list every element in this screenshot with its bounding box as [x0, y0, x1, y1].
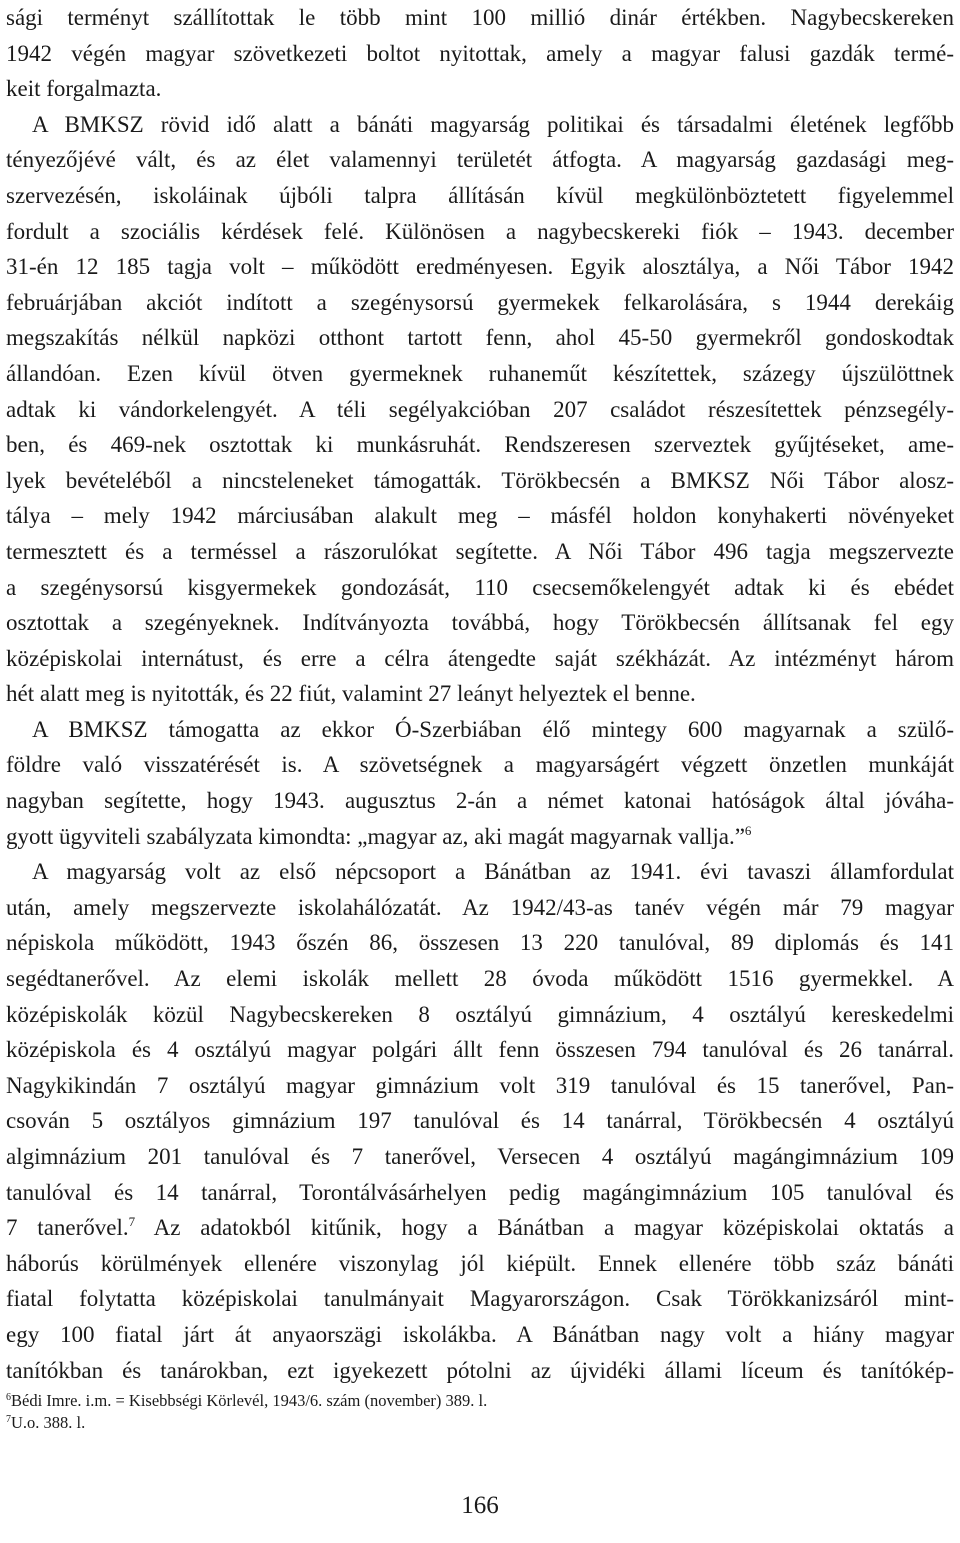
line-text: sági terményt szállítottak le több mint 100 millió dinár értékben. Nagybecskereken: [6, 5, 954, 30]
footnote-reference: 6: [744, 822, 752, 838]
line-text: a szegénysorsú kisgyermekek gondozását, 110 csecsemőkelengyét adtak ki és ebédet: [6, 574, 954, 600]
line-text: A BMKSZ rövid idő alatt a bánáti magyarság politikai és társadalmi életének legfőbb: [32, 111, 954, 137]
text-line: [6, 997, 954, 1033]
line-text: gyott ügyviteli szabályzata kimondta: „magyar az, aki magát magyarnak vallja.”: [6, 823, 745, 849]
text-line: [6, 1281, 954, 1317]
footnote-number: 6: [6, 1392, 11, 1403]
footnote-number: 7: [6, 1414, 11, 1425]
line-text: lyek bevételéből a nincsteleneket támogatták. Törökbecsén a BMKSZ Női Tábor alosz-: [6, 467, 954, 493]
text-line: [6, 747, 954, 783]
footnote: [6, 1412, 954, 1434]
line-text: 7 tanerővel.: [6, 1215, 129, 1241]
line-text: februárjában akciót indított a szegénysorsú gyermekek felkarolására, s 1944 derekáig: [6, 289, 954, 315]
line-text: tanítókban és tanárokban, ezt igyekezett pótolni az újvidéki állami líceum és tanítókép-: [6, 1357, 954, 1383]
text-line: [6, 605, 954, 641]
line-text: csován 5 osztályos gimnázium 197 tanulóval és 14 tanárral, Törökbecsén 4 osztályú: [6, 1108, 954, 1134]
line-text: termesztett és a terméssel a rászorulókat segítette. A Női Tábor 496 tagja megszervezte: [6, 538, 954, 564]
line-text: keit forgalmazta.: [6, 76, 162, 102]
line-text: egy 100 fiatal járt át anyaorszägi iskolákba. A Bánátban nagy volt a hiány magyar: [6, 1321, 954, 1347]
line-text: megszakítás nélkül napközi otthont tartott fenn, ahol 45-50 gyermekről gondoskodtak: [6, 325, 954, 351]
line-text: 31-én 12 185 tagja volt – működött eredményesen. Egyik alosztálya, a Női Tábor 1942: [6, 254, 954, 280]
text-line: [6, 1175, 954, 1211]
line-text: középiskolai internátust, és erre a célra átengedte saját székházát. Az intézményt három: [6, 645, 954, 671]
text-line: [6, 107, 954, 143]
text-line: [6, 1246, 954, 1282]
text-line: [6, 1068, 954, 1104]
text-line: [6, 676, 954, 712]
footnote-text: Bédi Imre. i.m. = Kisebbségi Körlevél, 1943/6. szám (november) 389. l.: [11, 1391, 488, 1410]
text-line: [6, 641, 954, 677]
line-text: adtak ki vándorkelengyét. A téli segélyakcióban 207 családot részesítettek pénzsegély-: [6, 396, 954, 422]
line-text: háborús körülmények ellenére viszonylag jól kiépült. Ennek ellenére több száz bánáti: [6, 1250, 954, 1276]
text-line: [6, 285, 954, 321]
line-text: tényezőjévé vált, és az élet valamennyi területét átfogta. A magyarság gazdasági meg-: [6, 147, 954, 173]
line-text: népiskola működött, 1943 őszén 86, összesen 13 220 tanulóval, 89 diplomás és 141: [6, 930, 954, 956]
line-text: után, amely megszervezte iskolahálózatát. Az 1942/43-as tanév végén már 79 magyar: [6, 894, 954, 920]
text-line: [6, 249, 954, 285]
line-text: középiskolák közül Nagybecskereken 8 osztályú gimnázium, 4 osztályú kereskedelmi: [6, 1001, 954, 1027]
page-number: 166: [461, 1492, 499, 1519]
line-text: földre való visszatérését is. A szövetségnek a magyarságért végzett önzetlen munkáját: [6, 752, 954, 778]
text-line: [6, 1032, 954, 1068]
footnotes: [6, 1390, 954, 1434]
text-line: [6, 392, 954, 428]
line-text: tanulóval és 14 tanárral, Torontálvásárhelyen pedig magángimnázium 105 tanulóval és: [6, 1179, 954, 1205]
text-line: [6, 498, 954, 534]
text-line: [6, 534, 954, 570]
line-text: osztottak a szegényeknek. Indítványozta továbbá, hogy Törökbecsén állítsanak fel egy: [6, 610, 954, 636]
line-text: 1942 végén magyar szövetkezeti boltot nyitottak, amely a magyar falusi gazdák termé-: [6, 40, 954, 66]
text-line: [6, 427, 954, 463]
line-text: segédtanerővel. Az elemi iskolák mellett 28 óvoda működött 1516 gyermekkel. A: [6, 966, 954, 992]
line-text: A BMKSZ támogatta az ekkor Ó-Szerbiában élő mintegy 600 magyarnak a szülő-: [32, 716, 954, 742]
text-line: [6, 142, 954, 178]
line-text: fiatal folytatta középiskolai tanulmányait Magyarországon. Csak Törökkanizsáról mint-: [6, 1286, 954, 1312]
footnote: [6, 1390, 954, 1412]
text-line: [6, 570, 954, 606]
text-line: [6, 320, 954, 356]
text-line: [6, 712, 954, 748]
line-text: Nagykikindán 7 osztályú magyar gimnázium volt 319 tanulóval és 15 tanerővel, Pan-: [6, 1072, 954, 1098]
line-text-continued: Az adatokból kitűnik, hogy a Bánátban a magyar középiskolai oktatás a: [135, 1215, 954, 1241]
footnote-reference: 7: [128, 1214, 136, 1230]
text-line: [6, 819, 954, 855]
text-line: [6, 783, 954, 819]
text-line: [6, 890, 954, 926]
text-line: [6, 961, 954, 997]
text-line: [6, 36, 954, 72]
line-text: hét alatt meg is nyitották, és 22 fiút, valamint 27 leányt helyeztek el benne.: [6, 681, 696, 707]
line-text: nagyban segítette, hogy 1943. augusztus 2-án a német katonai hatóságok által jóváha-: [6, 788, 954, 814]
line-text: tálya – mely 1942 márciusában alakult meg – másfél holdon konyhakerti növényeket: [6, 503, 954, 529]
line-text: algimnázium 201 tanulóval és 7 tanerővel, Versecen 4 osztályú magángimnázium 109: [6, 1144, 954, 1169]
text-line: [6, 356, 954, 392]
text-line: [6, 463, 954, 499]
text-line: [6, 1103, 954, 1139]
text-line: [6, 0, 954, 36]
text-line: [6, 1353, 954, 1389]
text-line: [6, 71, 954, 107]
text-line: [6, 1139, 954, 1175]
footnote-text: U.o. 388. l.: [11, 1413, 86, 1432]
line-text: A magyarság volt az első népcsoport a Bánátban az 1941. évi tavaszi államfordulat: [32, 859, 954, 885]
text-line: [6, 854, 954, 890]
line-text: fordult a szociális kérdések felé. Különösen a nagybecskereki fiók – 1943. december: [6, 218, 954, 244]
body-text: [6, 0, 954, 1388]
text-line: [6, 1317, 954, 1353]
line-text: állandóan. Ezen kívül ötven gyermeknek ruhaneműt készítettek, százegy újszülöttnek: [6, 360, 954, 386]
text-line: [6, 214, 954, 250]
line-text: szervezésén, iskoláinak újbóli talpra állításán kívül megkülönböztetett figyelemmel: [6, 182, 954, 208]
text-line: [6, 178, 954, 214]
text-line: [6, 1210, 954, 1246]
line-text: középiskola és 4 osztályú magyar polgári állt fenn összesen 794 tanulóval és 26 tanárral.: [6, 1037, 954, 1063]
text-line: [6, 925, 954, 961]
line-text: ben, és 469-nek osztottak ki munkásruhát. Rendszeresen szerveztek gyűjtéseket, ame-: [6, 432, 954, 458]
